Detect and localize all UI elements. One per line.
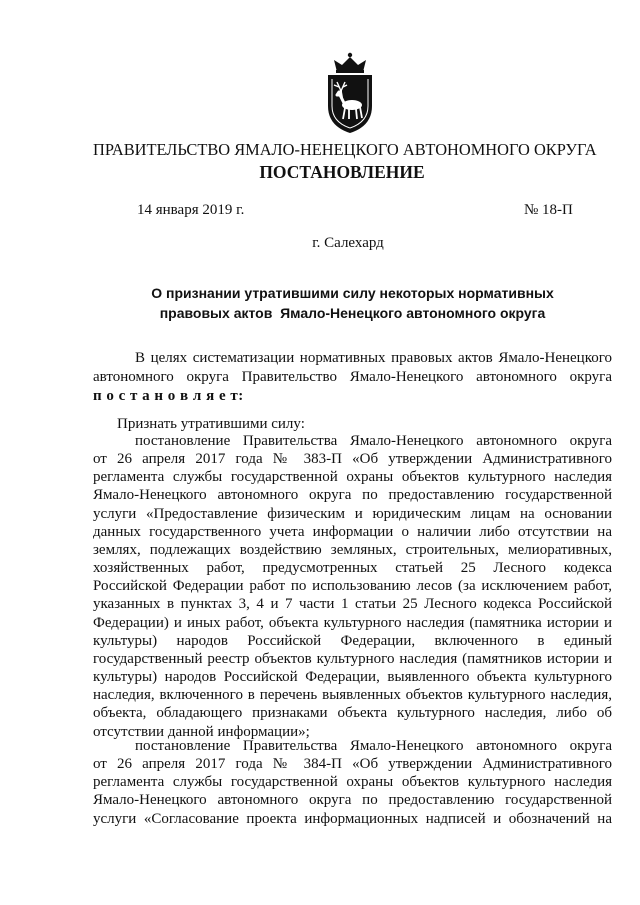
text-line: услуги «Предоставление физическим и юридическим лицам на основании: [93, 505, 612, 522]
text-line: землях, подлежащих воздействию земляных, строительных, мелиоративных,: [93, 541, 612, 558]
coat-of-arms-icon: [320, 52, 380, 134]
subject-line: О признании утратившими силу некоторых нормативных: [151, 285, 554, 301]
repealed-act-paragraph: [93, 737, 612, 828]
text-line: регламента службы государственной охраны объектов культурного наследия: [93, 774, 612, 791]
preamble-paragraph: [93, 349, 612, 406]
government-title: ПРАВИТЕЛЬСТВО ЯМАЛО-НЕНЕЦКОГО АВТОНОМНОГО ОКРУГА: [93, 140, 597, 159]
subject-line: правовых актов Ямало-Ненецкого автономного округа: [159, 305, 546, 321]
resolves-word: п о с т а н о в л я е т:: [93, 388, 244, 404]
text-line: услуги «Согласование проекта информационных надписей и обозначений на: [93, 810, 612, 827]
text-line: В целях систематизации нормативных правовых актов Ямало-Ненецкого: [135, 350, 612, 366]
text-line: постановление Правительства Ямало-Ненецкого автономного округа: [135, 738, 612, 754]
text-line: культуры) народов Российской Федерации, включенного в единый: [93, 632, 612, 649]
text-line: объекта, обладающего признаками объекта культурного наследия, либо об: [93, 705, 612, 722]
text-line: наследия, включенного в перечень выявленных объектов культурного наследия,: [93, 687, 612, 704]
text-line: от 26 апреля 2017 года № 384-П «Об утверждении Административного: [93, 756, 612, 773]
document-date: 14 января 2019 г.: [137, 202, 245, 218]
text-line: отсутствии данной информации»;: [93, 723, 310, 740]
document-type: ПОСТАНОВЛЕНИЕ: [259, 162, 425, 182]
text-line: Ямало-Ненецкого автономного округа по предоставлению государственной: [93, 792, 612, 809]
repealed-act-paragraph: [93, 432, 612, 741]
text-line: постановление Правительства Ямало-Ненецкого автономного округа: [135, 433, 612, 449]
text-line: Российской Федерации работ по использованию лесов (за исключением работ,: [93, 578, 612, 595]
text-line: данных государственного учета информации о наличии либо отсутствии на: [93, 523, 612, 540]
text-line: указанных в пунктах 3, 4 и 7 части 1 статьи 25 Лесного кодекса Российской: [93, 596, 612, 613]
text-line: Федерации) и иных работ, объекта культурного наследия (памятника истории и: [93, 614, 612, 631]
text-line: хозяйственных работ, предусмотренных статьей 25 Лесного кодекса: [93, 560, 612, 577]
text-line: государственный реестр объектов культурного наследия (памятников истории и: [93, 650, 612, 667]
text-line: от 26 апреля 2017 года № 383-П «Об утверждении Административного: [93, 451, 612, 468]
text-line: автономного округа Правительство Ямало-Ненецкого автономного округа: [93, 369, 612, 385]
text-line: регламента службы государственной охраны объектов культурного наследия: [93, 469, 612, 486]
text-line: Ямало-Ненецкого автономного округа по предоставлению государственной: [93, 487, 612, 504]
text-line: Признать утратившими силу:: [117, 416, 305, 432]
document-subject: [93, 283, 612, 323]
resolution-intro: [117, 415, 636, 433]
text-line: культуры) народов Российской Федерации, выявленного объекта культурного: [93, 669, 612, 686]
document-city: г. Салехард: [312, 235, 384, 251]
document-number: № 18-П: [524, 202, 573, 218]
